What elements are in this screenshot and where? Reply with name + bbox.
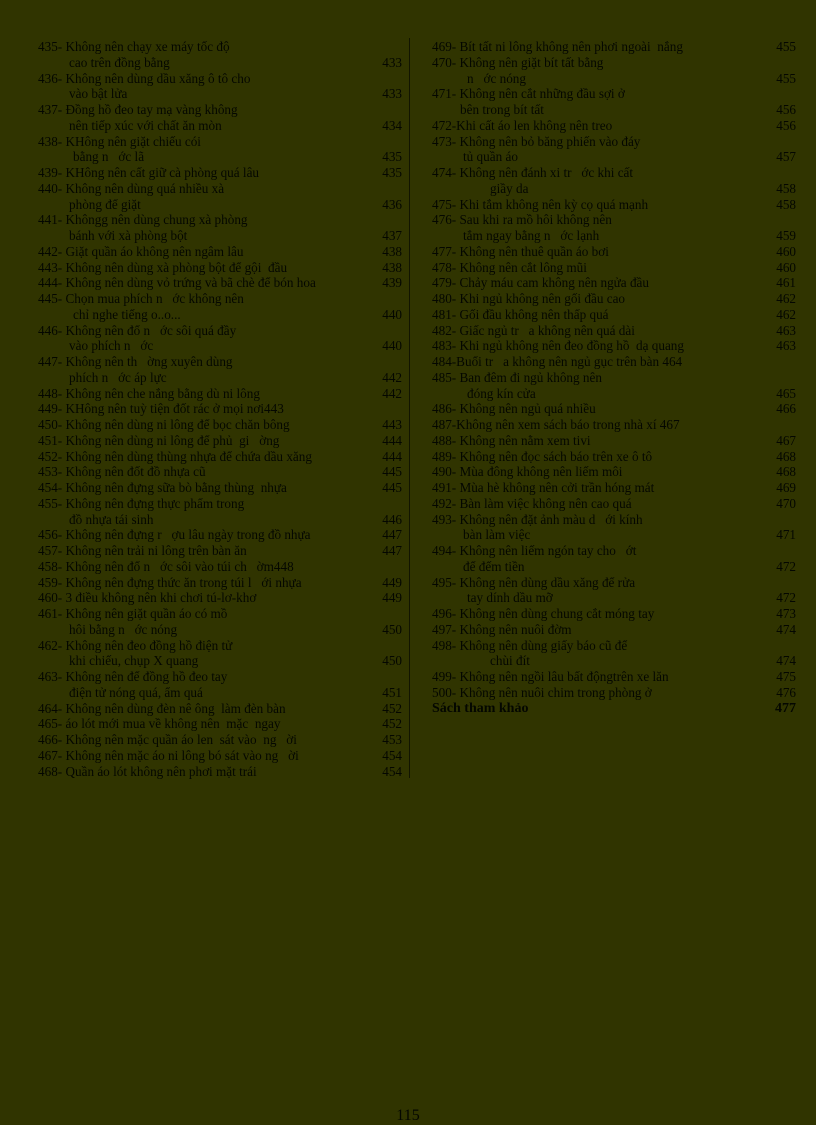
toc-entry-title: 439- KHông nên cất giữ cà phòng quá lâu — [38, 165, 260, 180]
toc-entry-title: bàn làm việc — [463, 527, 531, 543]
toc-entry — [432, 71, 796, 87]
toc-entry — [432, 354, 796, 370]
toc-entry-title: 455- Không nên đựng thực phẩm trong — [38, 495, 245, 511]
toc-entry — [432, 260, 796, 276]
toc-entry-page: 472 — [776, 558, 796, 574]
toc-entry-page: 471 — [776, 527, 796, 543]
toc-entry-title: 466- Không nên mặc quần áo len sát vào ng ời — [38, 732, 297, 747]
toc-entry-page: 436 — [382, 196, 402, 212]
page-number: 115 — [396, 1107, 420, 1124]
toc-entry-title: 494- Không nên liếm ngón tay cho ớt — [432, 543, 637, 558]
toc-entry — [432, 449, 796, 465]
toc-entry-page: 459 — [776, 228, 796, 243]
toc-entry — [38, 449, 402, 465]
toc-entry-title: 463- Không nên để đồng hồ đeo tay — [38, 669, 228, 684]
toc-entry-page: 453 — [382, 732, 402, 747]
toc-entry — [432, 275, 796, 291]
toc-entry — [432, 102, 796, 118]
toc-entry-title: 465- áo lót mới mua về không nên mặc ngay — [38, 716, 281, 732]
toc-entry-title: 500- Không nên nuôi chim trong phòng ở — [432, 684, 652, 700]
toc-entry — [432, 118, 796, 134]
toc-entry-title: 436- Không nên dùng dầu xăng ô tô cho — [38, 70, 251, 86]
toc-entry — [38, 55, 402, 71]
toc-entry-title: 492- Bàn làm việc không nên cao quá — [432, 495, 632, 511]
toc-entry — [432, 323, 796, 339]
toc-entry-page: 450 — [382, 653, 402, 669]
toc-entry-title: 483- Khi ngủ không nên đeo đồng hồ dạ quang — [432, 338, 684, 354]
toc-entry-page: 455 — [776, 70, 796, 86]
toc-entry — [432, 653, 796, 669]
toc-entry — [38, 149, 402, 165]
toc-entry-title: 490- Mùa đông không nên liếm môi — [432, 464, 623, 480]
toc-entry-page: 460 — [776, 243, 796, 259]
toc-entry-page: 468 — [776, 448, 796, 464]
toc-entry-title: 459- Không nên đựng thức ăn trong túi l ới nhựa — [38, 574, 302, 590]
toc-entry-page: 454 — [382, 747, 402, 763]
toc-entry-page: 457 — [776, 149, 796, 165]
toc-entry-page: 460 — [776, 259, 796, 275]
toc-entry-page: 452 — [382, 700, 402, 716]
toc-entry — [38, 323, 402, 339]
toc-entry-title: 481- Gối đầu không nên thấp quá — [432, 306, 609, 322]
toc-entry-title: 487-Không nên xem sách báo trong nhà xí 467 — [432, 417, 680, 432]
toc-entry — [38, 606, 402, 622]
toc-entry-title: 499- Không nên ngồi lâu bất độngtrên xe lăn — [432, 669, 669, 684]
toc-entry — [38, 134, 402, 150]
toc-entry — [432, 39, 796, 55]
toc-entry — [432, 291, 796, 307]
toc-entry — [432, 496, 796, 512]
toc-entry-title: 450- Không nên dùng ni lông để bọc chăn bông — [38, 417, 290, 432]
toc-entry — [432, 386, 796, 402]
toc-entry — [38, 732, 402, 748]
toc-entry-title: 441- Khôngg nên dùng chung xà phòng — [38, 212, 248, 228]
toc-entry-title: 482- Giấc ngủ tr a không nên quá dài — [432, 322, 635, 338]
toc-entry-title: 457- Không nên trải ni lông trên bàn ăn — [38, 543, 247, 558]
toc-entry-page: 442 — [382, 385, 402, 401]
toc-entry-page: 461 — [776, 275, 796, 291]
toc-entry-title: 464- Không nên dùng đèn nê ông làm đèn bàn — [38, 700, 286, 716]
toc-entry — [432, 212, 796, 228]
toc-entry-title: 449- KHông nên tuỳ tiện đốt rác ở mọi nơi443 — [38, 401, 284, 417]
toc-entry-title: 470- Không nên giặt bít tất bằng — [432, 54, 604, 70]
toc-entry-page: 445 — [382, 480, 402, 495]
toc-entry — [432, 417, 796, 433]
toc-entry — [38, 181, 402, 197]
toc-entry-title: 468- Quần áo lót không nên phơi mặt trái — [38, 763, 257, 779]
toc-entry — [38, 433, 402, 449]
toc-entry — [432, 638, 796, 654]
toc-entry-title: 471- Không nên cắt những đầu sợi ở — [432, 86, 625, 102]
toc-entry-page: 437 — [382, 228, 402, 243]
toc-entry — [432, 134, 796, 150]
toc-entry-title: 438- KHông nên giặt chiếu cói — [38, 133, 201, 149]
toc-entry-title: 473- Không nên bỏ băng phiến vào đáy — [432, 133, 641, 149]
toc-entry — [38, 386, 402, 402]
toc-entry-page: 435 — [382, 165, 402, 180]
toc-entry-title: để đếm tiền — [463, 558, 525, 574]
toc-entry-title: phích n ớc áp lực — [69, 369, 167, 385]
toc-entry-page: 463 — [776, 322, 796, 338]
toc-entry — [38, 338, 402, 354]
toc-entry-title: 486- Không nên ngủ quá nhiều — [432, 401, 596, 417]
toc-entry-page: 473 — [776, 606, 796, 621]
toc-entry-title: đồ nhựa tái sinh — [69, 511, 154, 527]
toc-entry — [432, 512, 796, 528]
toc-entry — [38, 748, 402, 764]
toc-entry — [38, 307, 402, 323]
toc-entry-title: 440- Không nên dùng quá nhiều xà — [38, 180, 225, 196]
toc-entry-page: 435 — [382, 149, 402, 165]
toc-entry-title: 458- Không nên đổ n ớc sôi vào túi ch ờm448 — [38, 558, 294, 574]
toc-entry — [432, 606, 796, 622]
toc-entry-title: 477- Không nên thuê quần áo bơi — [432, 243, 609, 259]
toc-entry — [38, 480, 402, 496]
toc-entry-title: khi chiếu, chụp X quang — [69, 653, 199, 669]
toc-entry — [38, 590, 402, 606]
toc-entry — [38, 622, 402, 638]
toc-entry-title: n ớc nóng — [467, 70, 526, 86]
toc-entry-title: 448- Không nên che nắng bằng dù ni lông — [38, 385, 260, 401]
toc-entry — [38, 638, 402, 654]
toc-entry-title: 437- Đồng hồ đeo tay mạ vàng không — [38, 102, 238, 117]
toc-entry — [38, 118, 402, 134]
toc-entry-title: 456- Không nên đựng r ợu lâu ngày trong đồ nhựa — [38, 527, 311, 543]
toc-entry-page: 449 — [382, 590, 402, 606]
toc-entry-page: 444 — [382, 432, 402, 448]
toc-entry — [432, 197, 796, 213]
toc-entry-title: 469- Bít tất ni lông không nên phơi ngoài nắng — [432, 39, 683, 54]
toc-left-column — [38, 39, 402, 779]
toc-entry-title: tắm ngay bằng n ớc lạnh — [463, 228, 600, 243]
toc-entry-page: 456 — [776, 117, 796, 133]
toc-entry — [432, 701, 796, 717]
toc-entry-title: 484-Buổi tr a không nên ngủ gục trên bàn 464 — [432, 354, 683, 369]
toc-entry-title: 453- Không nên đốt đồ nhựa cũ — [38, 464, 206, 480]
toc-entry-page: 449 — [382, 574, 402, 590]
toc-entry — [432, 480, 796, 496]
toc-entry-page: 442 — [382, 369, 402, 385]
toc-entry-title: 451- Không nên dùng ni lông để phủ gi ờng — [38, 432, 280, 448]
toc-entry-title: 447- Không nên th ờng xuyên dùng — [38, 354, 233, 369]
toc-entry-title: 480- Khi ngủ không nên gối đầu cao — [432, 291, 626, 306]
toc-entry — [38, 165, 402, 181]
toc-entry — [38, 102, 402, 118]
toc-entry — [432, 433, 796, 449]
toc-entry-page: 462 — [776, 291, 796, 306]
toc-entry-title: 495- Không nên dùng dầu xăng để rửa — [432, 574, 636, 590]
toc-entry — [38, 543, 402, 559]
toc-entry-page: 438 — [382, 259, 402, 275]
toc-entry-title: cao trên đồng bằng — [69, 54, 170, 70]
toc-entry — [432, 228, 796, 244]
toc-entry — [432, 55, 796, 71]
toc-entry — [432, 165, 796, 181]
toc-entry-title: bánh với xà phòng bột — [69, 228, 188, 243]
toc-entry-title: bằng n ớc lã — [73, 149, 145, 165]
toc-entry-title: 496- Không nên dùng chung cắt móng tay — [432, 606, 655, 621]
toc-entry-title: 479- Chảy máu cam không nên ngửa đầu — [432, 275, 649, 291]
toc-entry-title: 485- Ban đêm đi ngủ không nên — [432, 369, 602, 385]
toc-entry — [38, 512, 402, 528]
toc-entry-page: 475 — [776, 669, 796, 684]
toc-entry — [38, 370, 402, 386]
toc-entry-page: 440 — [382, 338, 402, 354]
toc-entry-page: 438 — [382, 243, 402, 259]
toc-entry-title: 460- 3 điều không nên khi chơi tú-lơ-khơ — [38, 590, 257, 606]
toc-entry-title: 442- Giặt quần áo không nên ngâm lâu — [38, 243, 244, 259]
toc-entry — [38, 764, 402, 780]
toc-entry-page: 458 — [776, 180, 796, 196]
toc-entry-title: phòng để giặt — [69, 196, 141, 212]
toc-entry-title: điện tử nóng quá, ẩm quá — [69, 684, 203, 700]
toc-entry-page: 452 — [382, 716, 402, 732]
toc-entry — [432, 86, 796, 102]
toc-entry-title: 467- Không nên mặc áo ni lông bó sát vào ng ời — [38, 747, 299, 763]
toc-entry — [38, 417, 402, 433]
toc-entry-title: 462- Không nên đeo đồng hồ điện tử — [38, 637, 233, 653]
toc-entry — [38, 496, 402, 512]
toc-entry — [38, 39, 402, 55]
toc-entry-page: 444 — [382, 448, 402, 464]
toc-entry-page: 463 — [776, 338, 796, 354]
toc-entry — [432, 590, 796, 606]
toc-entry — [38, 653, 402, 669]
toc-entry-page: 467 — [776, 432, 796, 448]
toc-entry-page: 472 — [776, 590, 796, 606]
toc-entry-page: 434 — [382, 117, 402, 133]
toc-entry-title: 445- Chọn mua phích n ớc không nên — [38, 291, 244, 306]
column-divider — [409, 38, 410, 778]
toc-entry — [432, 338, 796, 354]
toc-entry-title: 478- Không nên cắt lông mũi — [432, 259, 587, 275]
toc-entry — [38, 685, 402, 701]
toc-entry — [38, 559, 402, 575]
toc-entry-title: đóng kín cửa — [467, 385, 536, 401]
toc-entry-page: 455 — [776, 39, 796, 54]
toc-entry-title: vào bật lửa — [69, 86, 128, 102]
toc-entry-title: 476- Sau khi ra mồ hôi không nên — [432, 212, 612, 228]
toc-entry-page: 466 — [776, 401, 796, 417]
toc-entry-page: 456 — [776, 102, 796, 117]
toc-entry — [432, 149, 796, 165]
toc-entry-page: 462 — [776, 306, 796, 322]
toc-entry — [38, 86, 402, 102]
toc-entry — [432, 527, 796, 543]
toc-entry-title: tủ quần áo — [463, 149, 518, 165]
toc-entry — [432, 464, 796, 480]
toc-entry — [38, 275, 402, 291]
toc-entry-page: 468 — [776, 464, 796, 480]
toc-entry — [432, 669, 796, 685]
toc-entry — [432, 307, 796, 323]
toc-entry-page: 443 — [382, 417, 402, 432]
toc-entry-title: 452- Không nên dùng thùng nhựa để chứa dầu xăng — [38, 448, 312, 464]
toc-entry-title: hôi bằng n ớc nóng — [69, 621, 178, 637]
toc-entry-title: 443- Không nên dùng xà phòng bột để gội đầu — [38, 259, 288, 275]
toc-entry — [38, 669, 402, 685]
toc-entry — [38, 354, 402, 370]
toc-entry-page: 469 — [776, 480, 796, 495]
toc-entry — [432, 401, 796, 417]
toc-right-column — [432, 39, 796, 716]
toc-entry — [38, 716, 402, 732]
toc-entry-page: 451 — [382, 684, 402, 700]
toc-entry-title: 498- Không nên dùng giấy báo cũ để — [432, 637, 628, 653]
toc-entry-title: tay dính dầu mỡ — [467, 590, 553, 606]
toc-entry-title: 435- Không nên chạy xe máy tốc độ — [38, 39, 230, 54]
toc-entry-title: 475- Khi tắm không nên kỳ cọ quá mạnh — [432, 196, 649, 212]
toc-entry — [38, 197, 402, 213]
toc-entry — [38, 228, 402, 244]
toc-entry-page: 447 — [382, 527, 402, 543]
toc-entry-page: 445 — [382, 464, 402, 480]
toc-entry-title: 472-Khi cất áo len không nên treo — [432, 117, 613, 133]
toc-entry-page: 433 — [382, 86, 402, 102]
toc-entry-title: 497- Không nên nuôi đờm — [432, 621, 572, 637]
toc-entry — [432, 685, 796, 701]
toc-entry-page: 446 — [382, 511, 402, 527]
toc-entry — [432, 622, 796, 638]
toc-entry-title: 446- Không nên đổ n ớc sôi quá đầy — [38, 322, 237, 338]
toc-entry — [432, 575, 796, 591]
toc-entry-title: chỉ nghe tiếng o..o... — [73, 306, 181, 322]
toc-entry-page: 474 — [776, 653, 796, 669]
toc-entry-page: 433 — [382, 54, 402, 70]
toc-entry — [38, 212, 402, 228]
toc-entry — [38, 244, 402, 260]
toc-entry-page: 477 — [775, 700, 796, 716]
toc-entry-title: Sách tham khảo — [432, 700, 529, 716]
toc-entry-title: 454- Không nên đựng sữa bò bằng thùng nhựa — [38, 480, 287, 495]
toc-entry — [432, 244, 796, 260]
toc-entry-title: 491- Mùa hè không nên cởi trần hóng mát — [432, 480, 655, 495]
toc-entry-title: 461- Không nên giặt quần áo có mồ — [38, 606, 228, 621]
toc-entry — [38, 575, 402, 591]
toc-entry — [432, 559, 796, 575]
toc-entry-page: 465 — [776, 385, 796, 401]
toc-entry-title: 493- Không nên đặt ảnh màu d ới kính — [432, 511, 643, 527]
toc-entry-page: 454 — [382, 763, 402, 779]
toc-entry-page: 474 — [776, 621, 796, 637]
toc-entry-page: 439 — [382, 275, 402, 291]
toc-entry — [38, 291, 402, 307]
toc-entry-page: 458 — [776, 196, 796, 212]
toc-entry-title: giầy da — [490, 180, 529, 196]
toc-entry — [38, 71, 402, 87]
toc-entry-page: 440 — [382, 306, 402, 322]
toc-entry — [38, 401, 402, 417]
toc-entry-title: vào phích n ớc — [69, 338, 154, 354]
toc-entry — [38, 701, 402, 717]
toc-entry-title: 489- Không nên đọc sách báo trên xe ô tô — [432, 448, 653, 464]
toc-entry-page: 470 — [776, 495, 796, 511]
toc-entry-title: 488- Không nên nằm xem tivi — [432, 432, 591, 448]
toc-entry — [38, 260, 402, 276]
toc-entry — [432, 370, 796, 386]
toc-entry-title: chùi đít — [490, 653, 530, 669]
toc-entry-page: 476 — [776, 684, 796, 700]
toc-entry — [432, 181, 796, 197]
toc-entry — [432, 543, 796, 559]
toc-entry-title: 474- Không nên đánh xi tr ớc khi cất — [432, 165, 634, 180]
toc-entry-title: nên tiếp xúc với chất ăn mòn — [69, 117, 222, 133]
toc-entry-title: bên trong bít tất — [460, 102, 544, 117]
toc-entry — [38, 464, 402, 480]
toc-entry-title: 444- Không nên dùng vỏ trứng và bã chè để bón hoa — [38, 275, 316, 291]
toc-entry-page: 447 — [382, 543, 402, 558]
toc-entry-page: 450 — [382, 621, 402, 637]
toc-entry — [38, 527, 402, 543]
